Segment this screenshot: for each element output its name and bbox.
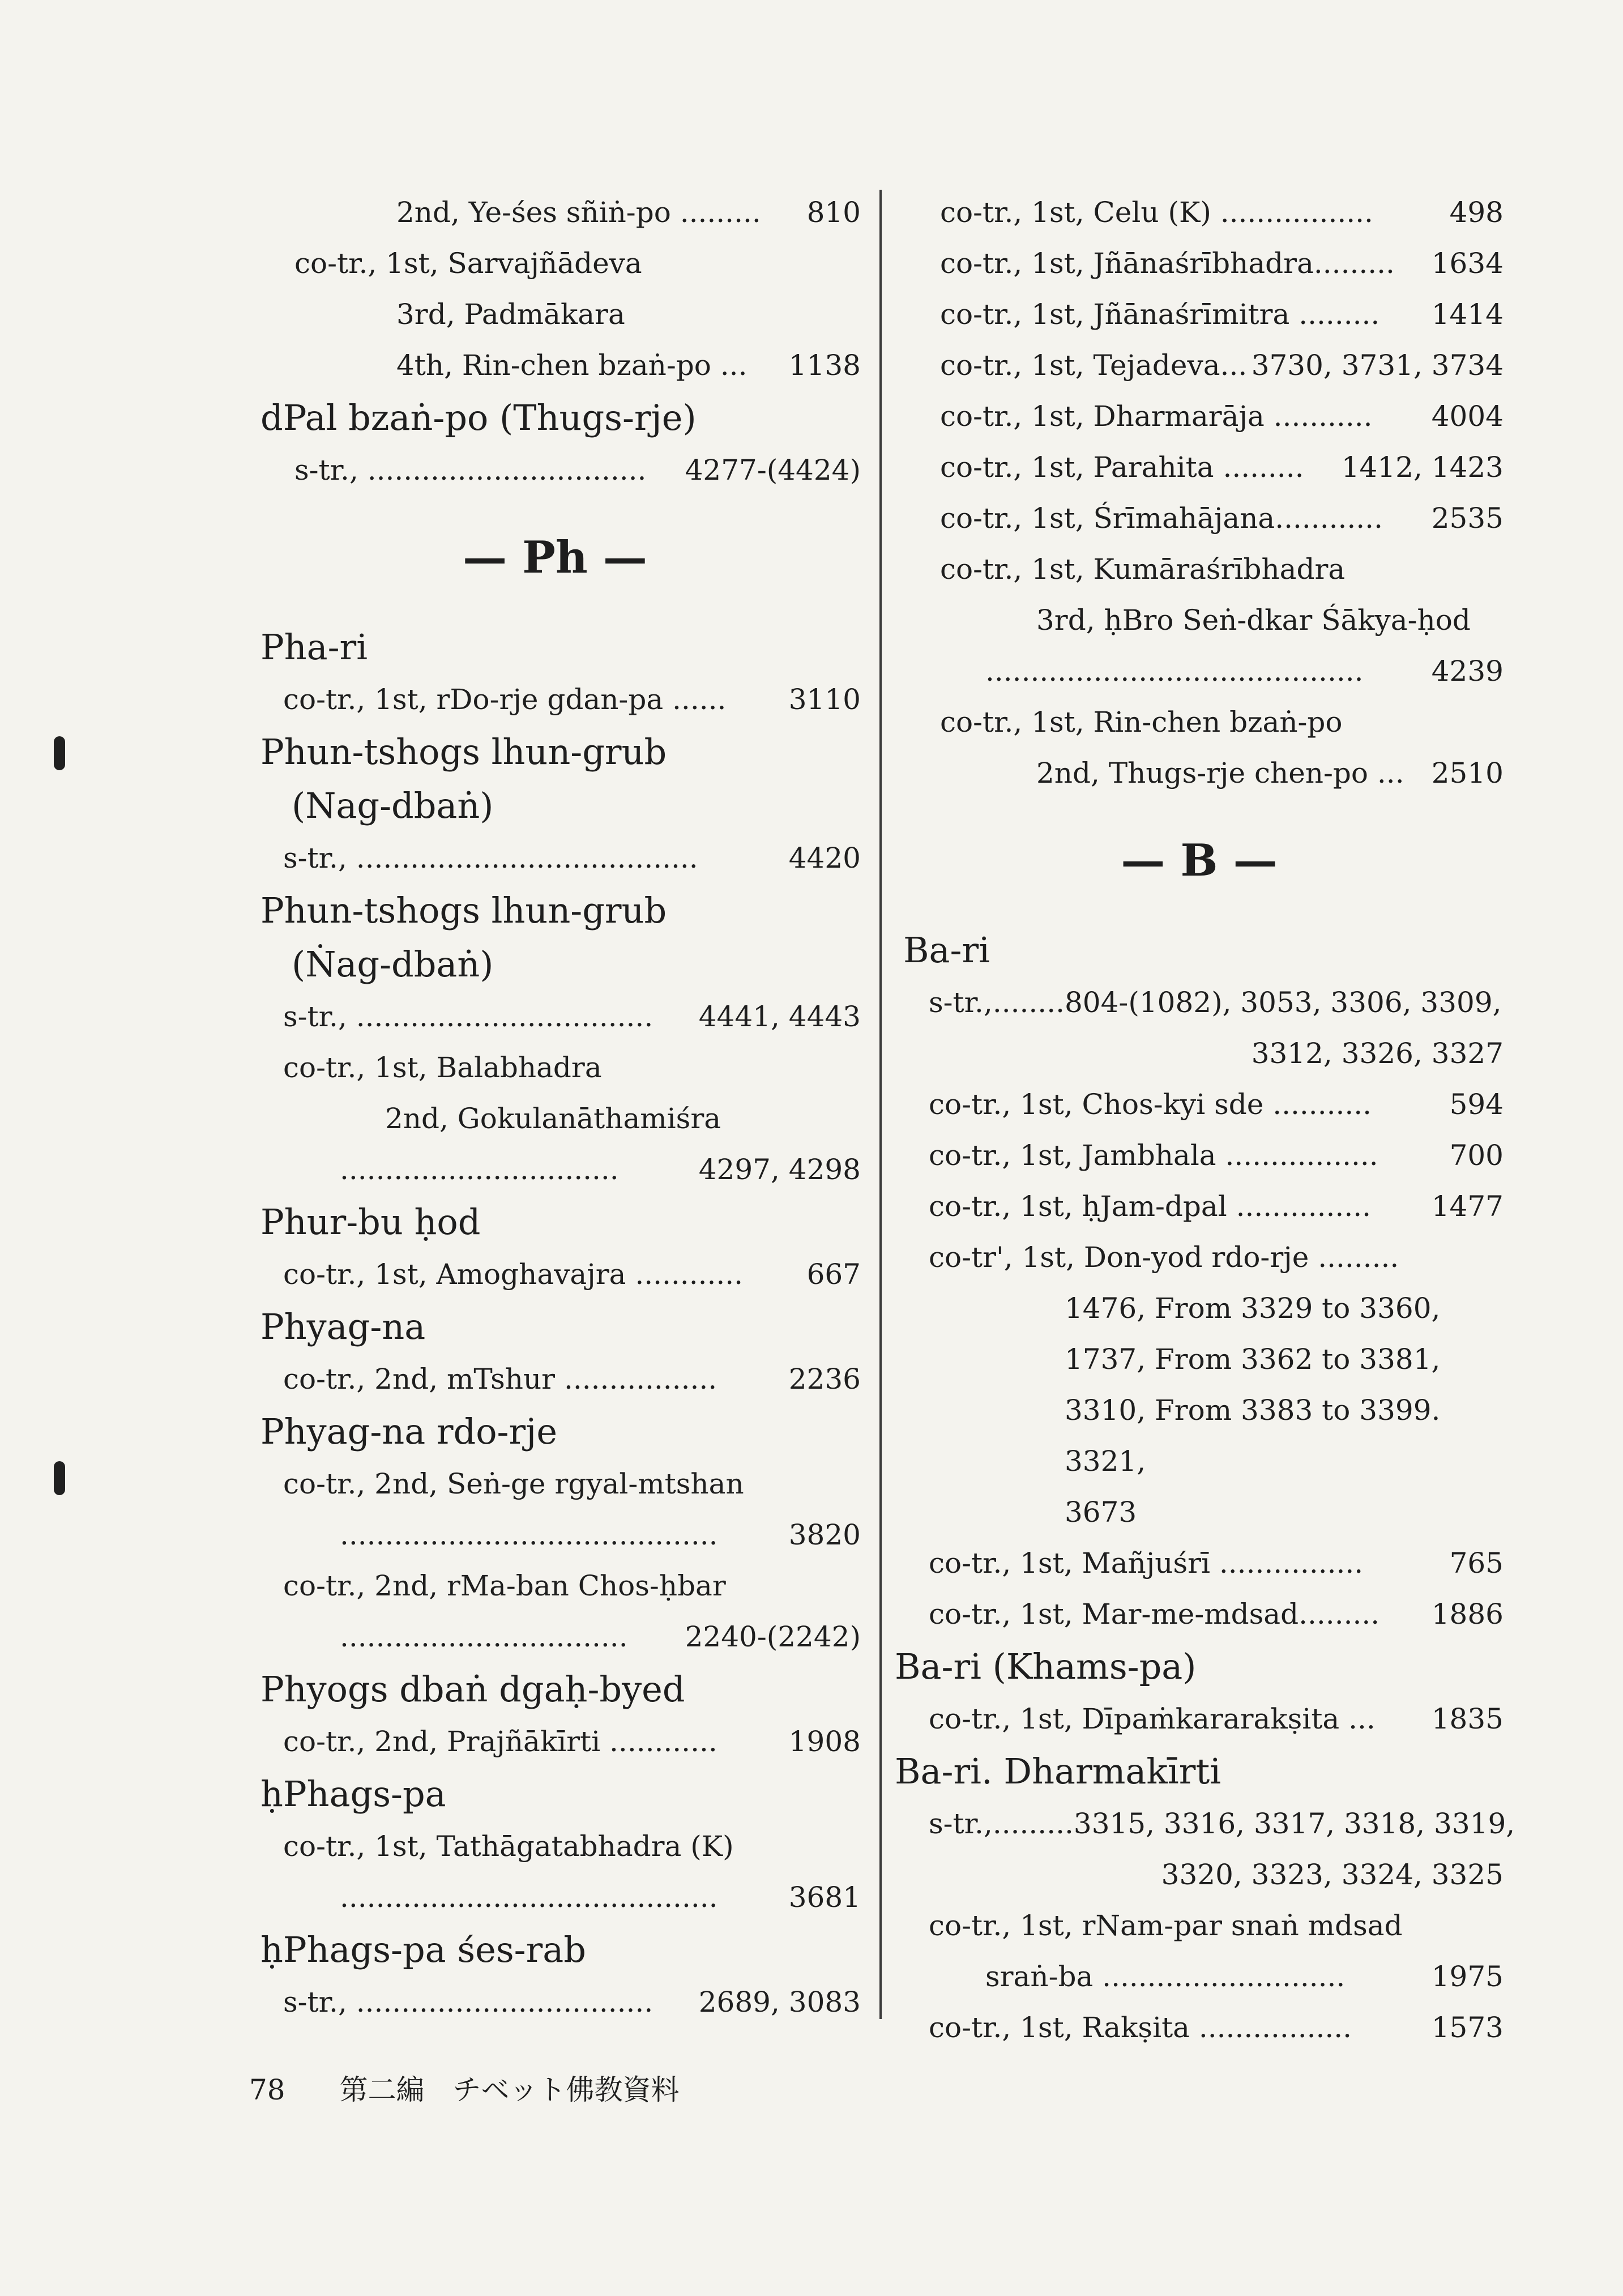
entry-number: 765 [1449,1547,1504,1580]
entry-line [895,697,1504,748]
entry-heading [249,1923,861,1977]
entry-line [895,595,1504,646]
entry-text: co-tr', 1st, Don-yod rdo-rje ......... [929,1241,1399,1274]
entry-text: Ba-ri [903,929,990,971]
entry-text: 2nd, Gokulanāthamiśra [385,1102,721,1135]
entry-heading [249,1300,861,1354]
entry-number: 2535 [1431,502,1504,535]
entry-heading [249,1405,861,1458]
entry-line [249,1093,861,1144]
section-heading: — Ph — [463,532,647,583]
entry-number: 4004 [1431,400,1504,433]
entry-number: 3312, 3326, 3327 [1251,1037,1504,1070]
entry-line [895,1436,1504,1487]
binding-hole-mark [54,1461,65,1495]
entry-line [249,1458,861,1509]
entry-number: 1975 [1431,1960,1504,1993]
entry-line [249,991,861,1042]
entry-line [249,1560,861,1611]
entry-number: 498 [1449,196,1504,229]
entry-text: Phyogs dbaṅ dgaḥ-byed [260,1668,685,1710]
page-footer [249,2067,680,2108]
entry-number: 1908 [788,1725,861,1758]
entry-text: co-tr., 1st, Sarvajñādeva [294,247,642,280]
entry-text: ............................... [340,1153,619,1186]
entry-heading [895,923,1504,977]
entry-text: co-tr., 1st, rDo-rje gdan-pa ...... [283,683,727,716]
entry-heading [249,937,861,991]
entry-text: 4th, Rin-chen bzaṅ-po ... [396,349,748,382]
entry-text: 3321, [1065,1445,1146,1478]
entry-line [895,748,1504,799]
entry-text: co-tr., 1st, Mañjuśrī ................ [929,1547,1364,1580]
entry-line [895,493,1504,544]
entry-text: (Ṅag-dbaṅ) [292,944,494,985]
entry-number: 4420 [788,842,861,874]
column-divider [879,190,882,2019]
entry-text: co-tr., 2nd, Seṅ-ge rgyal-mtshan [283,1467,744,1500]
entry-line [249,1611,861,1662]
entry-line [895,1487,1504,1538]
entry-line [249,833,861,884]
entry-heading [895,1744,1504,1798]
entry-number: 4297, 4298 [698,1153,861,1186]
entry-line [249,1821,861,1872]
entry-line [895,1951,1504,2002]
entry-line [895,1693,1504,1744]
entry-text: co-tr., 1st, Dharmarāja ........... [940,400,1373,433]
entry-text: co-tr., 1st, Tejadeva... [940,349,1248,382]
entry-text: Phur-bu ḥod [260,1201,481,1243]
entry-heading [249,1195,861,1249]
entry-line [249,1872,861,1923]
entry-text: s-tr.,.........3315, 3316, 3317, 3318, 3319, [929,1807,1515,1840]
entry-text: co-tr., 2nd, rMa-ban Chos-ḥbar [283,1569,726,1602]
entry-line [895,1849,1504,1900]
entry-text: co-tr., 1st, Jambhala ................. [929,1139,1378,1172]
entry-line [895,391,1504,442]
entry-text: co-tr., 2nd, Prajñākīrti ............ [283,1725,717,1758]
entry-text: co-tr., 1st, Celu (K) ................. [940,196,1373,229]
entry-line [895,340,1504,391]
entry-number: 1477 [1431,1190,1504,1223]
entry-line [249,445,861,496]
entry-line [249,1509,861,1560]
right-column [895,187,1515,2053]
entry-text: co-tr., 2nd, mTshur ................. [283,1363,717,1395]
entry-text: ḥPhags-pa śes-rab [260,1929,586,1970]
entry-text: ḥPhags-pa [260,1773,446,1815]
entry-text: dPal bzaṅ-po (Thugs-rje) [260,397,697,438]
entry-number: 1414 [1431,298,1504,331]
entry-heading [249,1767,861,1821]
entry-text: s-tr., ................................. [283,1986,654,2018]
entry-number: 700 [1449,1139,1504,1172]
entry-text: co-tr., 1st, Amoghavajra ............ [283,1258,744,1291]
entry-line [249,238,861,289]
entry-text: s-tr., ............................... [294,454,647,486]
entry-number: 3820 [788,1518,861,1551]
entry-number: 3681 [788,1881,861,1914]
entry-text: co-tr., 1st, Śrīmahājana............ [940,502,1383,535]
entry-line [249,1042,861,1093]
entry-text: ................................ [340,1620,628,1653]
entry-heading [895,1640,1504,1693]
entry-number: 2236 [788,1363,861,1395]
entry-line [249,340,861,391]
page-number: 78 [249,2073,285,2106]
entry-text: co-tr., 1st, Rakṣita ................. [929,2011,1352,2044]
entry-number: 2689, 3083 [698,1986,861,2018]
entry-text: Ba-ri (Khams-pa) [895,1646,1197,1687]
entry-text: co-tr., 1st, Jñānaśrībhadra......... [940,247,1395,280]
entry-text: co-tr., 1st, rNam-par snaṅ mdsad [929,1909,1403,1942]
entry-text: co-tr., 1st, ḥJam-dpal ............... [929,1190,1372,1223]
entry-text: co-tr., 1st, Balabhadra [283,1051,602,1084]
entry-text: 2nd, Thugs-rje chen-po ... [1036,757,1404,789]
entry-line [895,1079,1504,1130]
entry-text: .......................................... [340,1518,718,1551]
entry-number: 2510 [1431,757,1504,789]
entry-number: 3320, 3323, 3324, 3325 [1161,1858,1504,1891]
entry-text: .......................................... [985,655,1364,688]
entry-text: co-tr., 1st, Jñānaśrīmitra ......... [940,298,1380,331]
entry-text: s-tr., ...................................... [283,842,698,874]
entry-number: 1138 [788,349,861,382]
entry-text: 2nd, Ye-śes sñiṅ-po ......... [396,196,761,229]
entry-text: s-tr., ................................. [283,1000,654,1033]
entry-text: co-tr., 1st, Mar-me-mdsad......... [929,1598,1380,1631]
entry-text: 1737, From 3362 to 3381, [1065,1343,1441,1376]
entry-text: co-tr., 1st, Dīpaṁkararakṣita ... [929,1702,1376,1735]
entry-number: 4441, 4443 [698,1000,861,1033]
entry-line [895,646,1504,697]
entry-line [249,1249,861,1300]
entry-text: 3rd, ḥBro Seṅ-dkar Śākya-ḥod [1036,604,1471,637]
entry-line [249,1144,861,1195]
entry-text: co-tr., 1st, Parahita ......... [940,451,1304,484]
entry-number: 4239 [1431,655,1504,688]
entry-line [895,1181,1504,1232]
entry-line [249,187,861,238]
entry-text: Pha-ri [260,626,368,668]
entry-number: 1886 [1431,1598,1504,1631]
entry-line [895,1028,1504,1079]
entry-line [895,1538,1504,1589]
entry-number: 1634 [1431,247,1504,280]
entry-line [249,1977,861,2028]
binding-hole-mark [54,736,65,770]
entry-text: (Nag-dbaṅ) [292,785,494,826]
entry-line [895,1283,1504,1334]
entry-number: 4277-(4424) [685,454,861,486]
entry-text: 3673 [1065,1496,1137,1529]
entry-text: co-tr., 1st, Rin-chen bzaṅ-po [940,706,1343,739]
entry-line [895,1385,1504,1436]
entry-text: 1476, From 3329 to 3360, [1065,1292,1441,1325]
entry-heading [249,779,861,833]
entry-line [895,544,1504,595]
entry-heading [249,725,861,779]
footer-section-title: 第二編 チベット佛教資料 [339,2073,680,2106]
entry-number: 667 [806,1258,861,1291]
entry-line [895,1900,1504,1951]
entry-line [249,1716,861,1767]
entry-line [895,2002,1504,2053]
entry-number: 810 [806,196,861,229]
entry-text: .......................................... [340,1881,718,1914]
entry-number: 594 [1449,1088,1504,1121]
entry-text: Phyag-na rdo-rje [260,1411,558,1452]
entry-text: s-tr.,........804-(1082), 3053, 3306, 3309, [929,986,1502,1019]
entry-text: Phun-tshogs lhun-grub [260,890,667,931]
entry-number: 1573 [1431,2011,1504,2044]
entry-heading [249,620,861,674]
entry-heading [249,884,861,937]
entry-line [249,289,861,340]
entry-number: 3730, 3731, 3734 [1251,349,1504,382]
entry-heading [249,391,861,445]
entry-heading [249,1662,861,1716]
entry-line [895,187,1504,238]
entry-text: 3rd, Padmākara [396,298,625,331]
entry-number: 2240-(2242) [685,1620,861,1653]
entry-text: co-tr., 1st, Chos-kyi sde ........... [929,1088,1372,1121]
entry-text: Phun-tshogs lhun-grub [260,731,667,773]
entry-line [895,1334,1504,1385]
entry-text: co-tr., 1st, Kumāraśrībhadra [940,553,1346,586]
entry-line [895,289,1504,340]
entry-line [249,1354,861,1405]
section-heading: — B — [1121,835,1278,886]
entry-line [895,442,1504,493]
entry-line [895,1798,1515,1849]
left-column [249,187,861,2028]
entry-line [249,674,861,725]
entry-text: sraṅ-ba ........................... [985,1960,1346,1993]
entry-line [895,1232,1504,1283]
entry-line [895,1589,1504,1640]
entry-line [895,1130,1504,1181]
entry-number: 1412, 1423 [1341,451,1504,484]
entry-text: co-tr., 1st, Tathāgatabhadra (K) [283,1830,734,1863]
entry-text: Phyag-na [260,1306,426,1347]
entry-number: 3110 [788,683,861,716]
entry-number: 1835 [1431,1702,1504,1735]
entry-line [895,238,1504,289]
entry-line [895,977,1504,1028]
entry-text: Ba-ri. Dharmakīrti [895,1751,1221,1792]
entry-text: 3310, From 3383 to 3399. [1065,1394,1441,1427]
